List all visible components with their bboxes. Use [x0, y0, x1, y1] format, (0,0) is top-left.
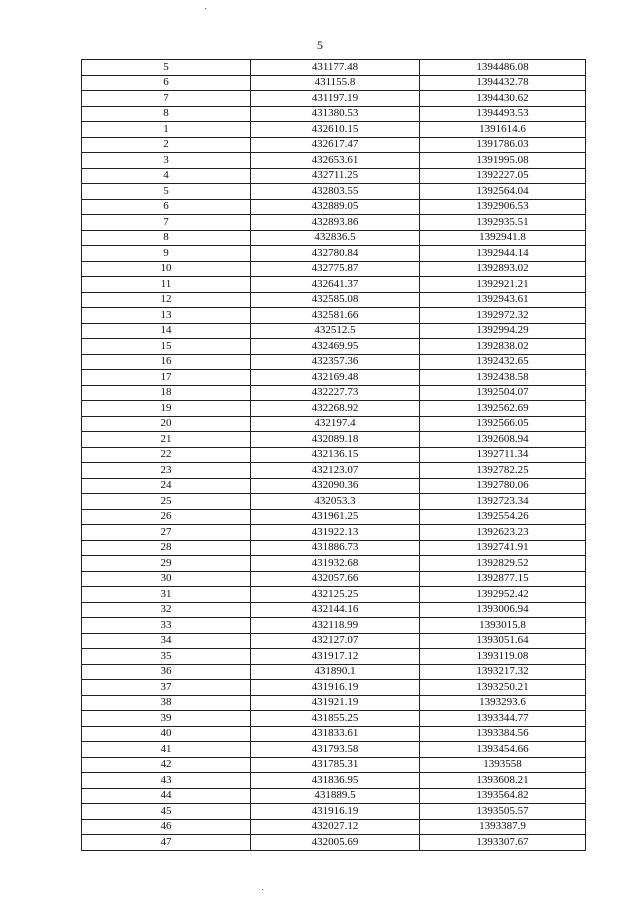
point-number-cell: 26 [82, 509, 251, 525]
x-coordinate-cell: 431886.73 [251, 540, 420, 556]
x-coordinate-cell: 431380.53 [251, 106, 420, 122]
scan-speck-bottom [262, 889, 263, 890]
y-coordinate-cell: 1391786.03 [420, 137, 586, 153]
y-coordinate-cell: 1393505.57 [420, 804, 586, 820]
table-row [82, 122, 586, 138]
x-coordinate-cell: 432090.36 [251, 478, 420, 494]
y-coordinate-cell: 1391614.6 [420, 122, 586, 138]
point-number-cell: 25 [82, 494, 251, 510]
x-coordinate-cell: 431917.12 [251, 649, 420, 665]
y-coordinate-cell: 1392921.21 [420, 277, 586, 293]
y-coordinate-cell: 1393454.66 [420, 742, 586, 758]
y-coordinate-cell: 1392780.06 [420, 478, 586, 494]
x-coordinate-cell: 432893.86 [251, 215, 420, 231]
x-coordinate-cell: 431793.58 [251, 742, 420, 758]
x-coordinate-cell: 432197.4 [251, 416, 420, 432]
table-row [82, 525, 586, 541]
x-coordinate-cell: 431155.8 [251, 75, 420, 91]
x-coordinate-cell: 432836.5 [251, 230, 420, 246]
x-coordinate-cell: 432136.15 [251, 447, 420, 463]
y-coordinate-cell: 1392741.91 [420, 540, 586, 556]
x-coordinate-cell: 432227.73 [251, 385, 420, 401]
point-number-cell: 16 [82, 354, 251, 370]
point-number-cell: 5 [82, 60, 251, 76]
point-number-cell: 36 [82, 664, 251, 680]
y-coordinate-cell: 1392711.34 [420, 447, 586, 463]
point-number-cell: 41 [82, 742, 251, 758]
x-coordinate-cell: 431916.19 [251, 680, 420, 696]
x-coordinate-cell: 432027.12 [251, 819, 420, 835]
point-number-cell: 23 [82, 463, 251, 479]
point-number-cell: 40 [82, 726, 251, 742]
point-number-cell: 8 [82, 106, 251, 122]
y-coordinate-cell: 1392944.14 [420, 246, 586, 262]
point-number-cell: 31 [82, 587, 251, 603]
point-number-cell: 39 [82, 711, 251, 727]
y-coordinate-cell: 1393051.64 [420, 633, 586, 649]
x-coordinate-cell: 431197.19 [251, 91, 420, 107]
table-row [82, 571, 586, 587]
x-coordinate-cell: 432803.55 [251, 184, 420, 200]
y-coordinate-cell: 1393015.8 [420, 618, 586, 634]
y-coordinate-cell: 1393387.9 [420, 819, 586, 835]
x-coordinate-cell: 431889.5 [251, 788, 420, 804]
table-row [82, 602, 586, 618]
y-coordinate-cell: 1392906.53 [420, 199, 586, 215]
y-coordinate-cell: 1392829.52 [420, 556, 586, 572]
table-row [82, 540, 586, 556]
y-coordinate-cell: 1392838.02 [420, 339, 586, 355]
point-number-cell: 42 [82, 757, 251, 773]
y-coordinate-cell: 1392952.42 [420, 587, 586, 603]
table-row [82, 432, 586, 448]
table-row [82, 184, 586, 200]
table-row [82, 804, 586, 820]
table-row [82, 509, 586, 525]
y-coordinate-cell: 1392623.23 [420, 525, 586, 541]
table-row [82, 587, 586, 603]
table-row [82, 664, 586, 680]
y-coordinate-cell: 1392893.02 [420, 261, 586, 277]
y-coordinate-cell: 1391995.08 [420, 153, 586, 169]
point-number-cell: 18 [82, 385, 251, 401]
table-row [82, 230, 586, 246]
point-number-cell: 7 [82, 91, 251, 107]
table-row [82, 339, 586, 355]
table-row [82, 494, 586, 510]
coordinates-table-body [82, 60, 586, 851]
point-number-cell: 43 [82, 773, 251, 789]
x-coordinate-cell: 432005.69 [251, 835, 420, 851]
table-row [82, 215, 586, 231]
x-coordinate-cell: 432780.84 [251, 246, 420, 262]
point-number-cell: 20 [82, 416, 251, 432]
x-coordinate-cell: 432610.15 [251, 122, 420, 138]
x-coordinate-cell: 432127.07 [251, 633, 420, 649]
y-coordinate-cell: 1392554.26 [420, 509, 586, 525]
x-coordinate-cell: 431177.48 [251, 60, 420, 76]
y-coordinate-cell: 1393307.67 [420, 835, 586, 851]
x-coordinate-cell: 432057.66 [251, 571, 420, 587]
point-number-cell: 45 [82, 804, 251, 820]
x-coordinate-cell: 432585.08 [251, 292, 420, 308]
table-row [82, 277, 586, 293]
table-row [82, 695, 586, 711]
x-coordinate-cell: 432775.87 [251, 261, 420, 277]
point-number-cell: 44 [82, 788, 251, 804]
x-coordinate-cell: 432711.25 [251, 168, 420, 184]
y-coordinate-cell: 1393293.6 [420, 695, 586, 711]
point-number-cell: 46 [82, 819, 251, 835]
x-coordinate-cell: 432123.07 [251, 463, 420, 479]
table-row [82, 75, 586, 91]
point-number-cell: 12 [82, 292, 251, 308]
x-coordinate-cell: 431836.95 [251, 773, 420, 789]
table-row [82, 726, 586, 742]
x-coordinate-cell: 432169.48 [251, 370, 420, 386]
y-coordinate-cell: 1394486.08 [420, 60, 586, 76]
table-row [82, 323, 586, 339]
x-coordinate-cell: 432581.66 [251, 308, 420, 324]
y-coordinate-cell: 1392504.07 [420, 385, 586, 401]
table-row [82, 385, 586, 401]
point-number-cell: 37 [82, 680, 251, 696]
y-coordinate-cell: 1392972.32 [420, 308, 586, 324]
table-row [82, 835, 586, 851]
y-coordinate-cell: 1392564.04 [420, 184, 586, 200]
point-number-cell: 14 [82, 323, 251, 339]
table-row [82, 246, 586, 262]
table-row [82, 153, 586, 169]
y-coordinate-cell: 1393119.08 [420, 649, 586, 665]
y-coordinate-cell: 1392566.05 [420, 416, 586, 432]
y-coordinate-cell: 1393558 [420, 757, 586, 773]
x-coordinate-cell: 431833.61 [251, 726, 420, 742]
y-coordinate-cell: 1394430.62 [420, 91, 586, 107]
table-row [82, 370, 586, 386]
y-coordinate-cell: 1393564.82 [420, 788, 586, 804]
y-coordinate-cell: 1393006.94 [420, 602, 586, 618]
x-coordinate-cell: 431921.19 [251, 695, 420, 711]
point-number-cell: 34 [82, 633, 251, 649]
table-row [82, 137, 586, 153]
table-row [82, 711, 586, 727]
y-coordinate-cell: 1394493.53 [420, 106, 586, 122]
y-coordinate-cell: 1392782.25 [420, 463, 586, 479]
table-row [82, 463, 586, 479]
x-coordinate-cell: 432118.99 [251, 618, 420, 634]
point-number-cell: 10 [82, 261, 251, 277]
point-number-cell: 7 [82, 215, 251, 231]
x-coordinate-cell: 431922.13 [251, 525, 420, 541]
x-coordinate-cell: 432357.36 [251, 354, 420, 370]
table-row [82, 478, 586, 494]
table-row [82, 773, 586, 789]
table-row [82, 447, 586, 463]
point-number-cell: 15 [82, 339, 251, 355]
table-row [82, 757, 586, 773]
point-number-cell: 11 [82, 277, 251, 293]
point-number-cell: 27 [82, 525, 251, 541]
point-number-cell: 33 [82, 618, 251, 634]
table-row [82, 354, 586, 370]
point-number-cell: 9 [82, 246, 251, 262]
point-number-cell: 24 [82, 478, 251, 494]
y-coordinate-cell: 1392608.94 [420, 432, 586, 448]
x-coordinate-cell: 431785.31 [251, 757, 420, 773]
point-number-cell: 6 [82, 75, 251, 91]
point-number-cell: 3 [82, 153, 251, 169]
table-row [82, 60, 586, 76]
y-coordinate-cell: 1392935.51 [420, 215, 586, 231]
x-coordinate-cell: 432641.37 [251, 277, 420, 293]
point-number-cell: 5 [82, 184, 251, 200]
point-number-cell: 28 [82, 540, 251, 556]
y-coordinate-cell: 1393384.56 [420, 726, 586, 742]
x-coordinate-cell: 432268.92 [251, 401, 420, 417]
x-coordinate-cell: 431932.68 [251, 556, 420, 572]
point-number-cell: 35 [82, 649, 251, 665]
x-coordinate-cell: 432889.05 [251, 199, 420, 215]
table-row [82, 680, 586, 696]
scan-speck-top [205, 8, 206, 9]
table-row [82, 199, 586, 215]
point-number-cell: 8 [82, 230, 251, 246]
x-coordinate-cell: 432653.61 [251, 153, 420, 169]
table-row [82, 618, 586, 634]
table-row [82, 401, 586, 417]
y-coordinate-cell: 1392941.8 [420, 230, 586, 246]
table-row [82, 742, 586, 758]
y-coordinate-cell: 1392994.29 [420, 323, 586, 339]
table-row [82, 633, 586, 649]
y-coordinate-cell: 1392943.61 [420, 292, 586, 308]
x-coordinate-cell: 432089.18 [251, 432, 420, 448]
x-coordinate-cell: 432125.25 [251, 587, 420, 603]
y-coordinate-cell: 1392438.58 [420, 370, 586, 386]
y-coordinate-cell: 1393217.32 [420, 664, 586, 680]
x-coordinate-cell: 432512.5 [251, 323, 420, 339]
x-coordinate-cell: 432053.3 [251, 494, 420, 510]
point-number-cell: 4 [82, 168, 251, 184]
y-coordinate-cell: 1392562.69 [420, 401, 586, 417]
table-row [82, 168, 586, 184]
y-coordinate-cell: 1392723.34 [420, 494, 586, 510]
table-row [82, 106, 586, 122]
y-coordinate-cell: 1393344.77 [420, 711, 586, 727]
x-coordinate-cell: 431916.19 [251, 804, 420, 820]
point-number-cell: 6 [82, 199, 251, 215]
y-coordinate-cell: 1392227.05 [420, 168, 586, 184]
point-number-cell: 17 [82, 370, 251, 386]
table-row [82, 788, 586, 804]
y-coordinate-cell: 1392432.65 [420, 354, 586, 370]
table-row [82, 308, 586, 324]
point-number-cell: 47 [82, 835, 251, 851]
coordinates-table [81, 59, 586, 851]
x-coordinate-cell: 432617.47 [251, 137, 420, 153]
page-number: 5 [317, 38, 323, 52]
table-row [82, 91, 586, 107]
y-coordinate-cell: 1392877.15 [420, 571, 586, 587]
table-row [82, 556, 586, 572]
point-number-cell: 29 [82, 556, 251, 572]
y-coordinate-cell: 1393250.21 [420, 680, 586, 696]
x-coordinate-cell: 431961.25 [251, 509, 420, 525]
x-coordinate-cell: 431890.1 [251, 664, 420, 680]
table-row [82, 819, 586, 835]
x-coordinate-cell: 431855.25 [251, 711, 420, 727]
point-number-cell: 32 [82, 602, 251, 618]
x-coordinate-cell: 432469.95 [251, 339, 420, 355]
table-row [82, 261, 586, 277]
table-row [82, 416, 586, 432]
point-number-cell: 19 [82, 401, 251, 417]
point-number-cell: 38 [82, 695, 251, 711]
table-row [82, 292, 586, 308]
point-number-cell: 1 [82, 122, 251, 138]
y-coordinate-cell: 1394432.78 [420, 75, 586, 91]
x-coordinate-cell: 432144.16 [251, 602, 420, 618]
point-number-cell: 13 [82, 308, 251, 324]
point-number-cell: 30 [82, 571, 251, 587]
point-number-cell: 22 [82, 447, 251, 463]
point-number-cell: 21 [82, 432, 251, 448]
point-number-cell: 2 [82, 137, 251, 153]
table-row [82, 649, 586, 665]
y-coordinate-cell: 1393608.21 [420, 773, 586, 789]
